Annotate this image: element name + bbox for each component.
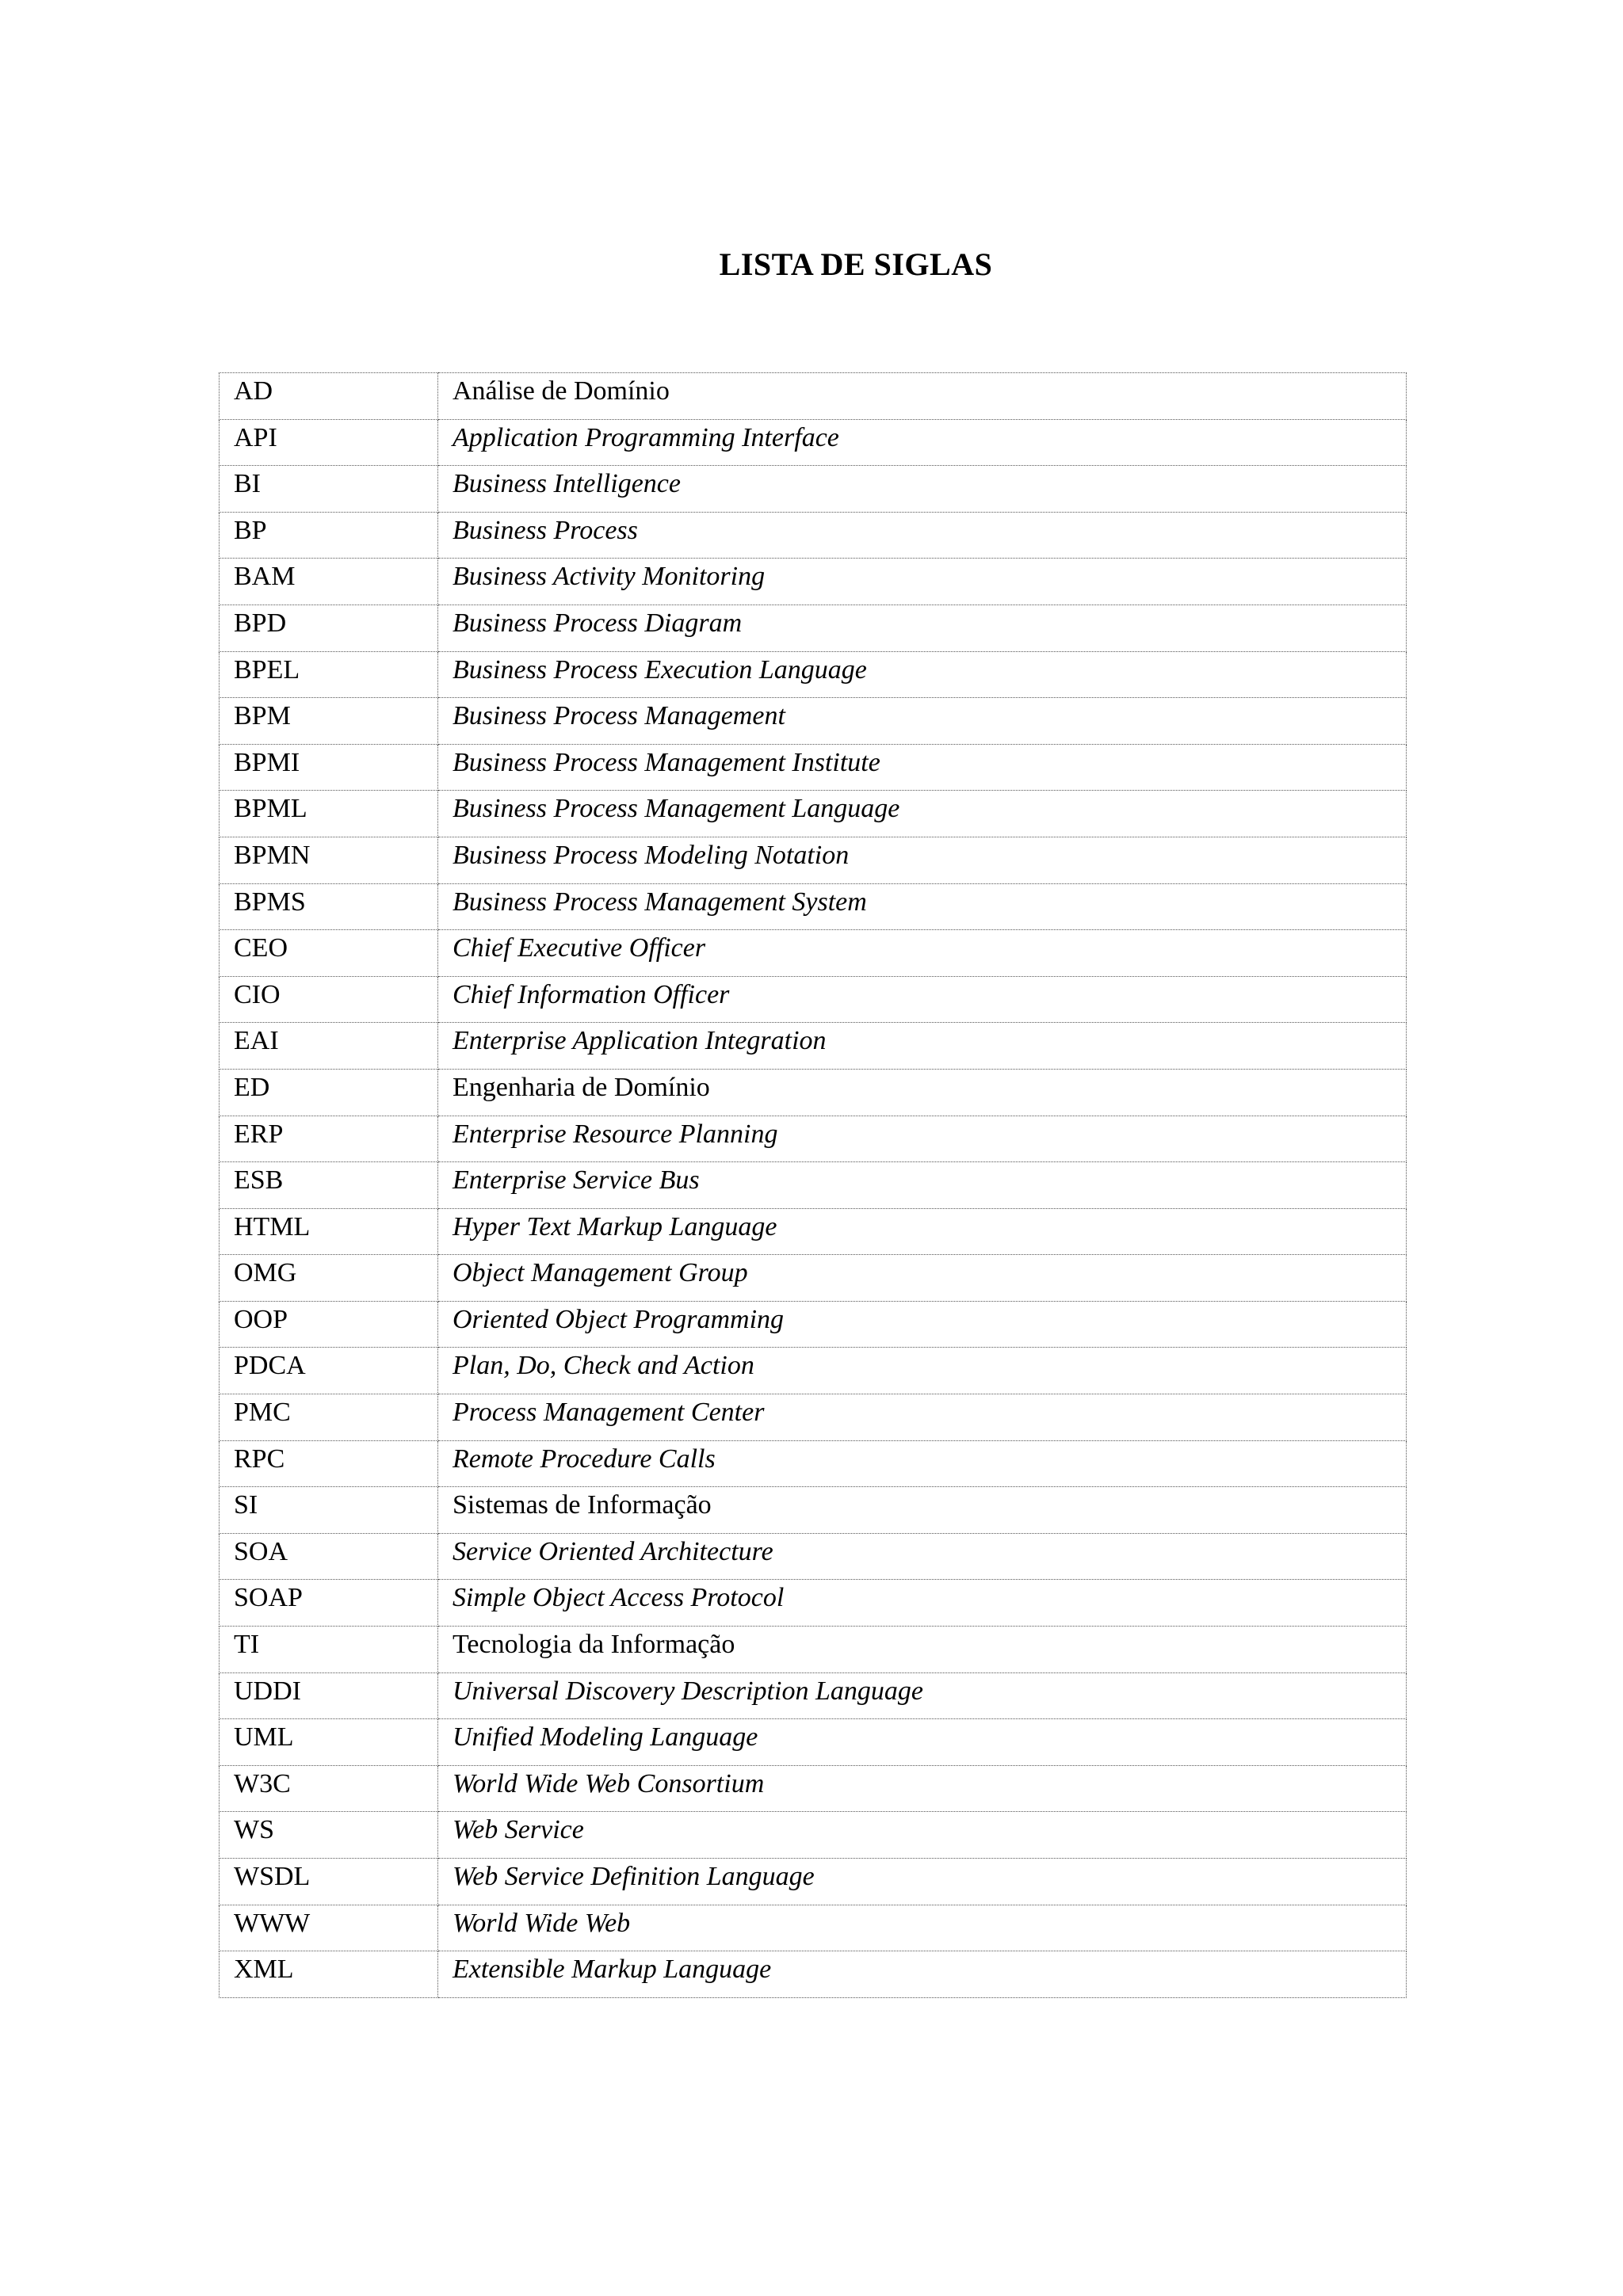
sigla-cell: CIO <box>220 976 438 1023</box>
page-title: LISTA DE SIGLAS <box>719 246 993 282</box>
table-row <box>220 419 1407 466</box>
sigla-cell: PMC <box>220 1394 438 1441</box>
table-row <box>220 559 1407 605</box>
descricao-cell: Enterprise Service Bus <box>438 1162 1407 1209</box>
descricao-cell: Oriented Object Programming <box>438 1301 1407 1348</box>
sigla-cell: CEO <box>220 930 438 977</box>
table-row <box>220 1440 1407 1487</box>
table-row <box>220 1533 1407 1580</box>
descricao-cell: Business Process Modeling Notation <box>438 837 1407 883</box>
table-row <box>220 1951 1407 1998</box>
sigla-cell: OMG <box>220 1255 438 1302</box>
descricao-cell: Business Process Management <box>438 698 1407 745</box>
table-row <box>220 1765 1407 1812</box>
sigla-cell: BAM <box>220 559 438 605</box>
descricao-cell: Unified Modeling Language <box>438 1719 1407 1766</box>
sigla-cell: SI <box>220 1487 438 1534</box>
sigla-cell: WWW <box>220 1905 438 1951</box>
sigla-cell: SOAP <box>220 1580 438 1627</box>
descricao-cell: Extensible Markup Language <box>438 1951 1407 1998</box>
descricao-cell: Business Process Management System <box>438 883 1407 930</box>
table-row <box>220 1719 1407 1766</box>
descricao-cell: World Wide Web Consortium <box>438 1765 1407 1812</box>
sigla-cell: ERP <box>220 1116 438 1162</box>
sigla-cell: BPEL <box>220 651 438 698</box>
sigla-cell: ED <box>220 1069 438 1116</box>
table-row <box>220 1116 1407 1162</box>
sigla-cell: BPML <box>220 791 438 837</box>
table-row <box>220 1394 1407 1441</box>
table-row <box>220 1859 1407 1905</box>
table-row <box>220 744 1407 791</box>
descricao-cell: Process Management Center <box>438 1394 1407 1441</box>
sigla-cell: RPC <box>220 1440 438 1487</box>
descricao-cell: Application Programming Interface <box>438 419 1407 466</box>
descricao-cell: Engenharia de Domínio <box>438 1069 1407 1116</box>
descricao-cell: Tecnologia da Informação <box>438 1627 1407 1673</box>
table-row <box>220 1208 1407 1255</box>
descricao-cell: Plan, Do, Check and Action <box>438 1348 1407 1394</box>
sigla-cell: TI <box>220 1627 438 1673</box>
table-row <box>220 976 1407 1023</box>
table-row <box>220 1487 1407 1534</box>
table-row <box>220 930 1407 977</box>
table-row <box>220 1812 1407 1859</box>
sigla-cell: BPM <box>220 698 438 745</box>
table-row <box>220 373 1407 420</box>
sigla-cell: BI <box>220 466 438 513</box>
descricao-cell: Object Management Group <box>438 1255 1407 1302</box>
table-row <box>220 512 1407 559</box>
sigla-cell: WS <box>220 1812 438 1859</box>
descricao-cell: Enterprise Resource Planning <box>438 1116 1407 1162</box>
sigla-cell: EAI <box>220 1023 438 1070</box>
descricao-cell: Web Service Definition Language <box>438 1859 1407 1905</box>
table-row <box>220 698 1407 745</box>
table-row <box>220 883 1407 930</box>
descricao-cell: Simple Object Access Protocol <box>438 1580 1407 1627</box>
sigla-cell: UDDI <box>220 1672 438 1719</box>
sigla-cell: UML <box>220 1719 438 1766</box>
sigla-cell: ESB <box>220 1162 438 1209</box>
descricao-cell: Análise de Domínio <box>438 373 1407 420</box>
table-row <box>220 1672 1407 1719</box>
descricao-cell: Remote Procedure Calls <box>438 1440 1407 1487</box>
table-row <box>220 837 1407 883</box>
table-row <box>220 1348 1407 1394</box>
sigla-cell: OOP <box>220 1301 438 1348</box>
siglas-table-body <box>220 373 1407 1998</box>
descricao-cell: Business Process <box>438 512 1407 559</box>
table-row <box>220 1023 1407 1070</box>
sigla-cell: BPMN <box>220 837 438 883</box>
descricao-cell: Business Process Management Institute <box>438 744 1407 791</box>
descricao-cell: Business Activity Monitoring <box>438 559 1407 605</box>
descricao-cell: Web Service <box>438 1812 1407 1859</box>
descricao-cell: Business Process Execution Language <box>438 651 1407 698</box>
descricao-cell: Chief Information Officer <box>438 976 1407 1023</box>
descricao-cell: Enterprise Application Integration <box>438 1023 1407 1070</box>
sigla-cell: BP <box>220 512 438 559</box>
descricao-cell: Hyper Text Markup Language <box>438 1208 1407 1255</box>
table-row <box>220 605 1407 651</box>
sigla-cell: SOA <box>220 1533 438 1580</box>
sigla-cell: BPD <box>220 605 438 651</box>
sigla-cell: BPMS <box>220 883 438 930</box>
sigla-cell: HTML <box>220 1208 438 1255</box>
sigla-cell: W3C <box>220 1765 438 1812</box>
descricao-cell: Service Oriented Architecture <box>438 1533 1407 1580</box>
table-row <box>220 466 1407 513</box>
descricao-cell: Business Process Diagram <box>438 605 1407 651</box>
table-row <box>220 1905 1407 1951</box>
table-row <box>220 1162 1407 1209</box>
table-row <box>220 1301 1407 1348</box>
sigla-cell: PDCA <box>220 1348 438 1394</box>
table-row <box>220 1069 1407 1116</box>
descricao-cell: Business Process Management Language <box>438 791 1407 837</box>
descricao-cell: Business Intelligence <box>438 466 1407 513</box>
descricao-cell: Chief Executive Officer <box>438 930 1407 977</box>
sigla-cell: WSDL <box>220 1859 438 1905</box>
table-row <box>220 1255 1407 1302</box>
descricao-cell: Universal Discovery Description Language <box>438 1672 1407 1719</box>
sigla-cell: API <box>220 419 438 466</box>
table-row <box>220 1627 1407 1673</box>
sigla-cell: BPMI <box>220 744 438 791</box>
sigla-cell: XML <box>220 1951 438 1998</box>
table-row <box>220 1580 1407 1627</box>
table-row <box>220 651 1407 698</box>
siglas-table <box>219 372 1407 1998</box>
descricao-cell: World Wide Web <box>438 1905 1407 1951</box>
sigla-cell: AD <box>220 373 438 420</box>
descricao-cell: Sistemas de Informação <box>438 1487 1407 1534</box>
table-row <box>220 791 1407 837</box>
